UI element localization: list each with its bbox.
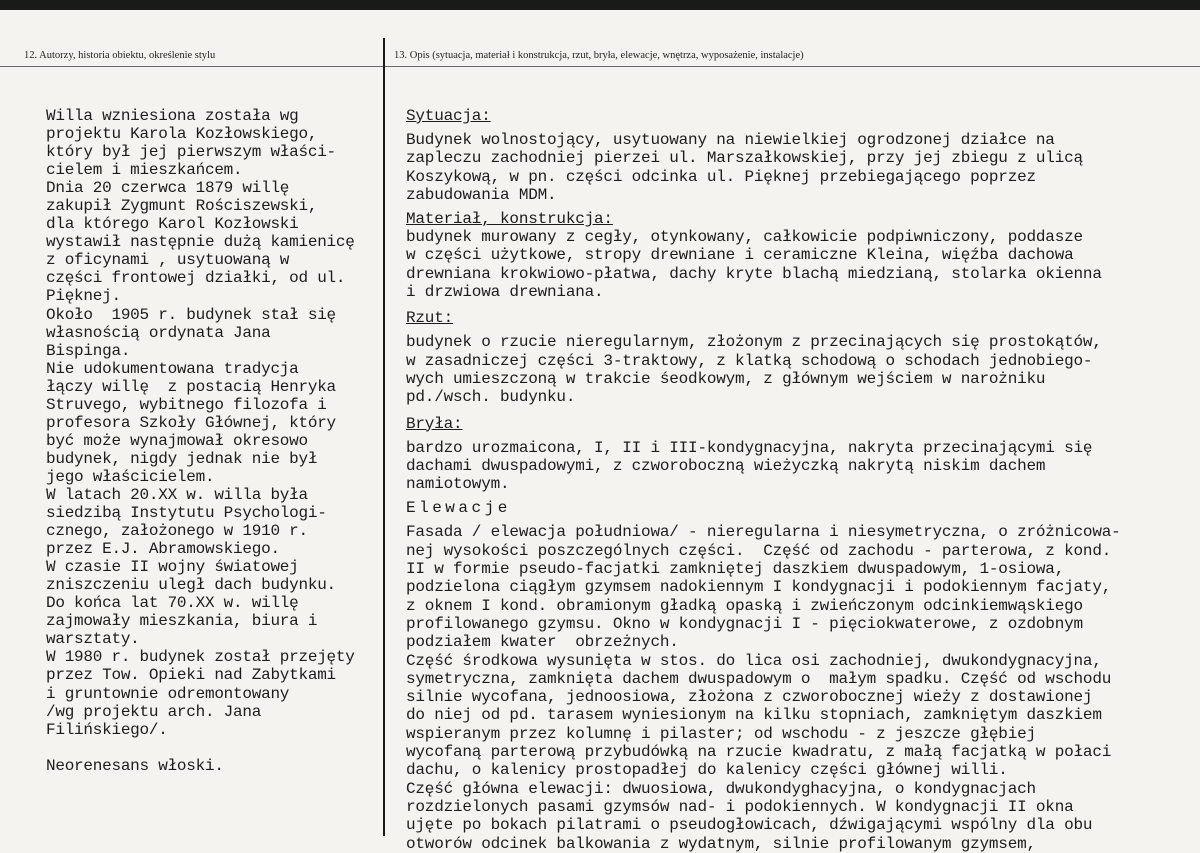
elewacje-text-line: profilowanego gzymsu. Okno w kondygnacji I - pięciokwaterowe, z ozdobnym <box>406 614 1083 633</box>
history-text-line: który był jej pierwszym właści- <box>46 143 336 162</box>
history-text-line: wystawił następnie dużą kamienicę <box>46 233 355 252</box>
sytuacja-heading: Sytuacja: <box>406 107 491 125</box>
section-12-header: 12. Autorzy, historia obiektu, określenie stylu <box>24 50 216 61</box>
rzut-text-line: w zasadniczej części 3-traktowy, z klatką schodową o schodach jednobiego- <box>406 351 1093 370</box>
history-text-line: cznego, założonego w 1910 r. <box>46 522 308 541</box>
history-text-line: Filińskiego/. <box>46 720 168 739</box>
sytuacja-text-line: zabudowania MDM. <box>406 185 557 204</box>
history-text-line: budynek, nigdy jednak nie był <box>46 449 318 468</box>
bryla-text-line: namiotowym. <box>406 475 510 494</box>
scan-top-edge <box>0 0 1200 10</box>
elewacje-text-line: podzielona ciągłym gzymsem nadokiennym I kondygnacji i podokiennym facjaty, <box>406 578 1112 597</box>
rzut-text-line: pd./wsch. budynku. <box>406 388 576 407</box>
rzut-text-line: wych umieszczoną w trakcie śeodkowym, z głównym wejściem w narożniku <box>406 369 1046 388</box>
history-column <box>46 107 386 775</box>
history-text-line: projektu Karola Kozłowskiego, <box>46 125 318 144</box>
history-text-line: warsztaty. <box>46 630 140 649</box>
bryla-text-line: dachami dwuspadowymi, z czworoboczną wieżyczką nakrytą niskim dachem <box>406 456 1046 475</box>
history-text-line: i gruntownie odremontowany <box>46 684 290 703</box>
bryla-text-line: bardzo urozmaicona, I, II i III-kondygnacyjna, nakryta przecinającymi się <box>406 438 1093 457</box>
history-text-line: W czasie II wojny światowej <box>46 558 299 577</box>
elewacje-heading: Elewacje <box>406 499 511 518</box>
history-text-line: zajmowały mieszkania, biura i <box>46 612 318 631</box>
elewacje-text-line: wspieranym przez kolumnę i pilaster; od wschodu - z jeszcze głębiej <box>406 724 1036 743</box>
history-text-line: przez E.J. Abramowskiego. <box>46 540 280 559</box>
material-text-line: budynek murowany z cegły, otynkowany, całkowicie podpiwniczony, poddasze <box>406 228 1083 247</box>
rzut-text-line: budynek o rzucie nieregularnym, złożonym z przecinających się prostokątów, <box>406 333 1102 352</box>
elewacje-text-line: wycofaną parterową przybudówką na rzucie kwadratu, z małą facjatką w połaci <box>406 743 1112 762</box>
bryla-section <box>406 439 1198 494</box>
history-text-line: siedzibą Instytutu Psychologi- <box>46 504 327 523</box>
elewacje-text-line: podziałem kwater obrzeżnych. <box>406 633 679 652</box>
history-text-line: Willa wzniesiona została wg <box>46 107 299 125</box>
material-text-line: drewniana krokwiowo-płatwa, dachy kryte blachą miedzianą, stolarka okienna <box>406 264 1102 283</box>
rzut-heading: Rzut: <box>406 309 454 328</box>
history-text-line: części frontowej działki, od ul. <box>46 269 346 288</box>
material-text-line: w części użytkowe, stropy drewniane i ceramiczne Kleina, więźba dachowa <box>406 246 1074 265</box>
history-text-line: W 1980 r. budynek został przejęty <box>46 648 355 667</box>
history-text-line: własnością ordynata Jana <box>46 323 271 342</box>
history-text-line: zakupił Zygmunt Rościszewski, <box>46 197 318 216</box>
history-text-line: profesora Szkoły Głównej, który <box>46 413 336 432</box>
material-text-line: i drzwiowa drewniana. <box>406 283 604 302</box>
history-text-line: zniszczeniu uległ dach budynku. <box>46 576 336 595</box>
header-divider <box>0 66 1200 67</box>
elewacje-text-line: Fasada / elewacja południowa/ - nieregularna i niesymetryczna, o zróżnicowa- <box>406 523 1121 542</box>
history-text-line: przez Tow. Opieki nad Zabytkami <box>46 666 336 685</box>
sytuacja-text-line: zapleczu zachodniej pierzei ul. Marszałkowskiej, przy jej zbiegu z ulicą <box>406 149 1083 168</box>
sytuacja-section <box>406 131 1198 204</box>
elewacje-text-line: symetryczna, zamknięta dachem dwuspadowym o małym spadku. Część od wschodu <box>406 669 1112 688</box>
material-heading: Materiał, konstrukcja: <box>406 210 613 229</box>
elewacje-text-line: II w formie pseudo-facjatki zamkniętej daszkiem dwuspadowym, 1-osiowa, <box>406 560 1065 579</box>
history-text-line: W latach 20.XX w. willa była <box>46 485 308 504</box>
elewacje-section <box>406 523 1198 852</box>
history-text-line: jego właścicielem. <box>46 467 215 486</box>
history-text-line: Neorenesans włoski. <box>46 756 224 775</box>
history-text-line: z oficynami , usytuowaną w <box>46 251 290 270</box>
history-text-line: Około 1905 r. budynek stał się <box>46 305 336 324</box>
bryla-heading: Bryła: <box>406 414 463 433</box>
history-text-line: Bispinga. <box>46 341 131 360</box>
elewacje-text-line: dachu, o kalenicy prostopadłej do kalenicy części głównej willi. <box>406 761 1008 780</box>
elewacje-text-line: rozdzielonych pasami gzymsów nad- i podokiennych. W kondygnacji II okna <box>406 797 1074 816</box>
history-text-line: Pięknej. <box>46 287 121 306</box>
elewacje-text-line: otworów odcinek balkowania z wydatnym, silnie profilowanym gzymsem, <box>406 834 1036 853</box>
history-text-line: Dnia 20 czerwca 1879 willę <box>46 179 290 198</box>
elewacje-text-line: do niej od pd. tarasem wyniesionym na kilku stopniach, zamkniętym daszkiem <box>406 706 1102 725</box>
history-text-line: Struvego, wybitnego filozofa i <box>46 395 327 414</box>
history-text-line: Nie udokumentowana tradycja <box>46 359 299 378</box>
elewacje-text-line: ujęte po bokach pilatrami o pseudogłowicach, dźwigającymi wspólny dla obu <box>406 816 1093 835</box>
history-text-line: cielem i mieszkańcem. <box>46 161 243 180</box>
history-text-line: łączy willę z postacią Henryka <box>46 377 336 396</box>
elewacje-text-line: silnie wycofana, jednoosiowa, złożona z czworobocznej wieży z dostawionej <box>406 688 1093 707</box>
rzut-section <box>406 333 1198 406</box>
section-13-header: 13. Opis (sytuacja, materiał i konstrukcja, rzut, bryła, elewacje, wnętrza, wyposażenie, instalacje) <box>394 50 804 61</box>
elewacje-text-line: Część główna elewacji: dwuosiowa, dwukondyghacyjna, o kondygnacjach <box>406 779 1036 798</box>
history-text-line <box>46 739 386 757</box>
sytuacja-text-line: Koszykową, w pn. części odcinka ul. Pięknej przebiegającego poprzez <box>406 167 1036 186</box>
elewacje-text-line: z oknem I kond. obramionym gładką opaską i zwieńczonym odcinkiemwąskiego <box>406 596 1083 615</box>
elewacje-text-line: Część środkowa wysunięta w stos. do lica osi zachodniej, dwukondygnacyjna, <box>406 651 1102 670</box>
elewacje-text-line: nej wysokości poszczególnych części. Część od zachodu - parterowa, z kond. <box>406 541 1112 560</box>
history-text-line: /wg projektu arch. Jana <box>46 702 262 721</box>
history-text-line: Do końca lat 70.XX w. willę <box>46 594 299 613</box>
history-text-line: dla którego Karol Kozłowski <box>46 215 299 234</box>
material-section <box>406 228 1198 301</box>
sytuacja-text-line: Budynek wolnostojący, usytuowany na niewielkiej ogrodzonej działce na <box>406 131 1055 149</box>
history-text-line: być może wynajmował okresowo <box>46 431 308 450</box>
description-column <box>406 107 1198 853</box>
